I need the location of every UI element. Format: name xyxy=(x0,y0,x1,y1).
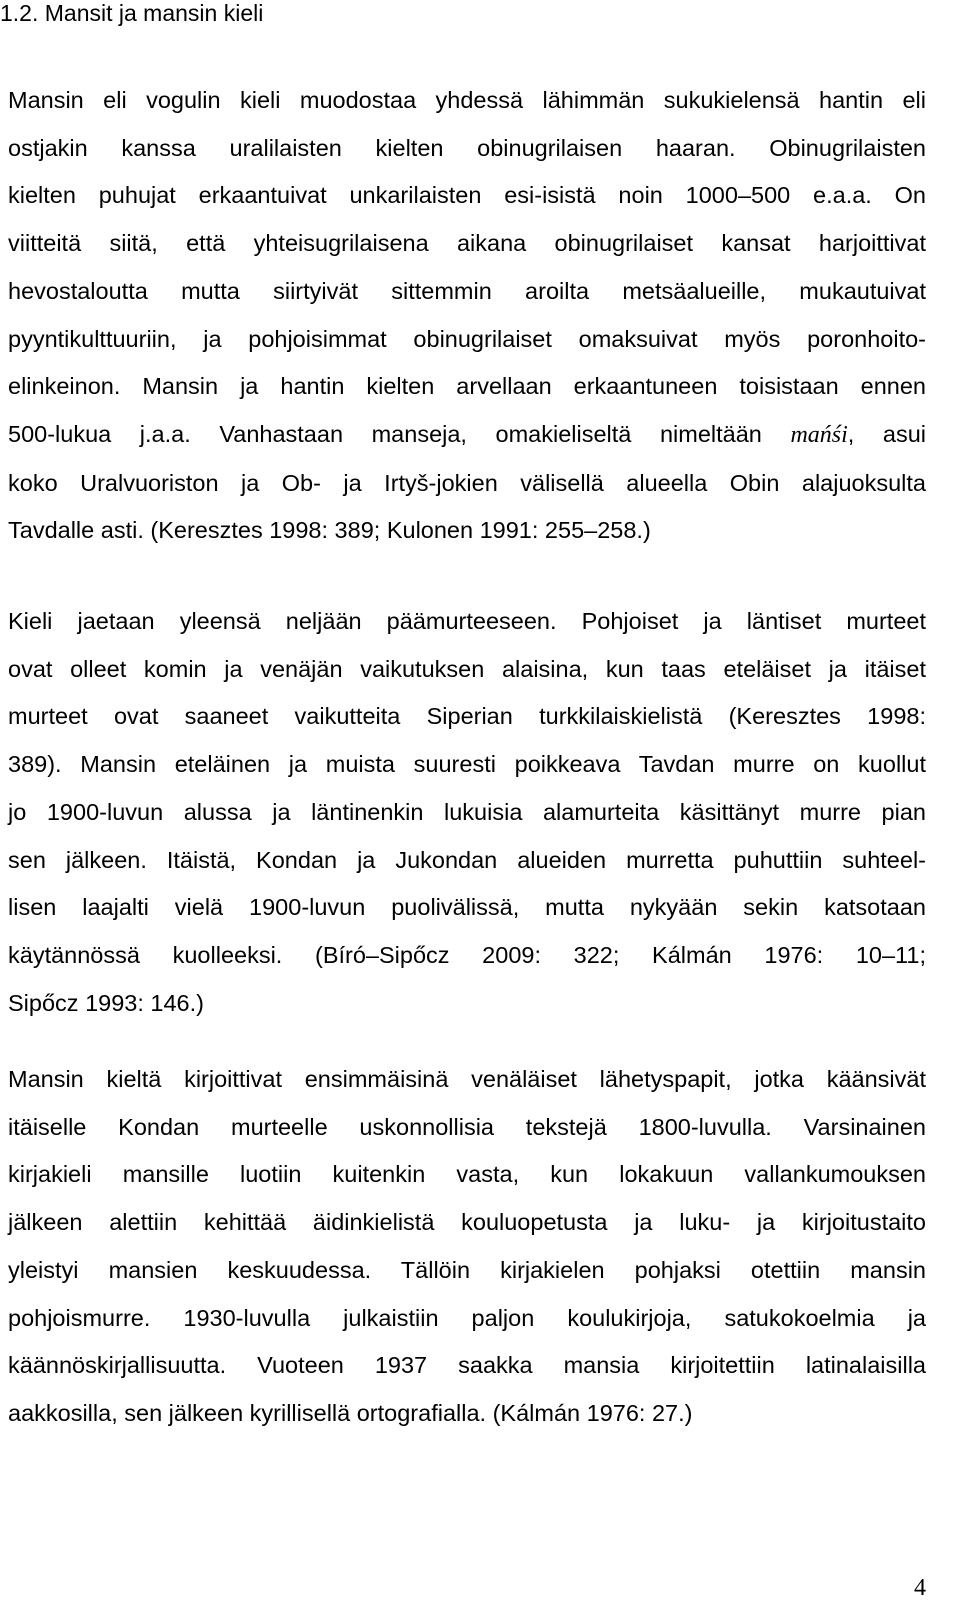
text-line: yleistyi mansien keskuudessa. Tällöin kirjakielen pohjaksi otettiin mansin xyxy=(8,1256,926,1283)
paragraph-1 xyxy=(8,77,926,555)
text-line: pohjoismurre. 1930-luvulla julkaistiin paljon koulukirjoja, satukokoelmia ja xyxy=(8,1304,926,1331)
text-line: koko Uralvuoriston ja Ob- ja Irtyš-jokien välisellä alueella Obin alajuoksulta xyxy=(8,469,926,496)
text-line: aakkosilla, sen jälkeen kyrillisellä ortografialla. (Kálmán 1976: 27.) xyxy=(8,1399,693,1426)
text-line: pyyntikulttuuriin, ja pohjoisimmat obinugrilaiset omaksuivat myös poronhoito- xyxy=(8,325,926,352)
text-line: Tavdalle asti. (Keresztes 1998: 389; Kulonen 1991: 255–258.) xyxy=(8,517,651,544)
text-line: jo 1900-luvun alussa ja läntinenkin lukuisia alamurteita käsittänyt murre pian xyxy=(8,798,926,825)
text-line: Sipőcz 1993: 146.) xyxy=(8,989,204,1016)
text-line: murteet ovat saaneet vaikutteita Siperian turkkilaiskielistä (Keresztes 1998: xyxy=(8,703,926,730)
text-line xyxy=(8,411,926,460)
text-line: ostjakin kanssa uralilaisten kielten obinugrilaisen haaran. Obinugrilaisten xyxy=(8,134,926,161)
text-line: Kieli jaetaan yleensä neljään päämurteeseen. Pohjoiset ja läntiset murteet xyxy=(8,608,926,634)
text-line: kielten puhujat erkaantuivat unkarilaisten esi-isistä noin 1000–500 e.a.a. On xyxy=(8,182,926,209)
mansi-term: mańśi xyxy=(790,421,848,448)
paragraph-3 xyxy=(8,1056,926,1438)
text-line: käytännössä kuolleeksi. (Bíró–Sipőcz 2009: 322; Kálmán 1976: 10–11; xyxy=(8,941,926,968)
section-heading: 1.2. Mansit ja mansin kieli xyxy=(0,0,264,26)
text-line: hevostaloutta mutta siirtyivät sittemmin aroilta metsäalueille, mukautuivat xyxy=(8,277,926,304)
text-line: jälkeen alettiin kehittää äidinkielistä kouluopetusta ja luku- ja kirjoitustaito xyxy=(8,1209,926,1236)
text-line: itäiselle Kondan murteelle uskonnollisia tekstejä 1800-luvulla. Varsinainen xyxy=(8,1113,926,1140)
text-line: Mansin kieltä kirjoittivat ensimmäisinä venäläiset lähetyspapit, jotka käänsivät xyxy=(8,1066,926,1092)
text-segment: , asui xyxy=(847,420,927,447)
text-line: 389). Mansin eteläinen ja muista suuresti poikkeava Tavdan murre on kuollut xyxy=(8,751,926,778)
text-line: elinkeinon. Mansin ja hantin kielten arvellaan erkaantuneen toisistaan ennen xyxy=(8,373,926,400)
text-line: lisen laajalti vielä 1900-luvun puolivälissä, mutta nykyään sekin katsotaan xyxy=(8,894,926,921)
page-number: 4 xyxy=(914,1575,926,1601)
text-line: Mansin eli vogulin kieli muodostaa yhdessä lähimmän sukukielensä hantin eli xyxy=(8,87,926,113)
text-segment: 500-lukua j.a.a. Vanhastaan manseja, omakieliseltä nimeltään xyxy=(8,420,791,447)
paragraph-2 xyxy=(8,598,926,1027)
text-line: käännöskirjallisuutta. Vuoteen 1937 saakka mansia kirjoitettiin latinalaisilla xyxy=(8,1352,926,1379)
text-line: kirjakieli mansille luotiin kuitenkin vasta, kun lokakuun vallankumouksen xyxy=(8,1161,926,1188)
text-line: sen jälkeen. Itäistä, Kondan ja Jukondan alueiden murretta puhuttiin suhteel- xyxy=(8,846,926,873)
text-line: ovat olleet komin ja venäjän vaikutuksen alaisina, kun taas eteläiset ja itäiset xyxy=(8,655,926,682)
text-line: viitteitä siitä, että yhteisugrilaisena aikana obinugrilaiset kansat harjoittivat xyxy=(8,230,926,257)
